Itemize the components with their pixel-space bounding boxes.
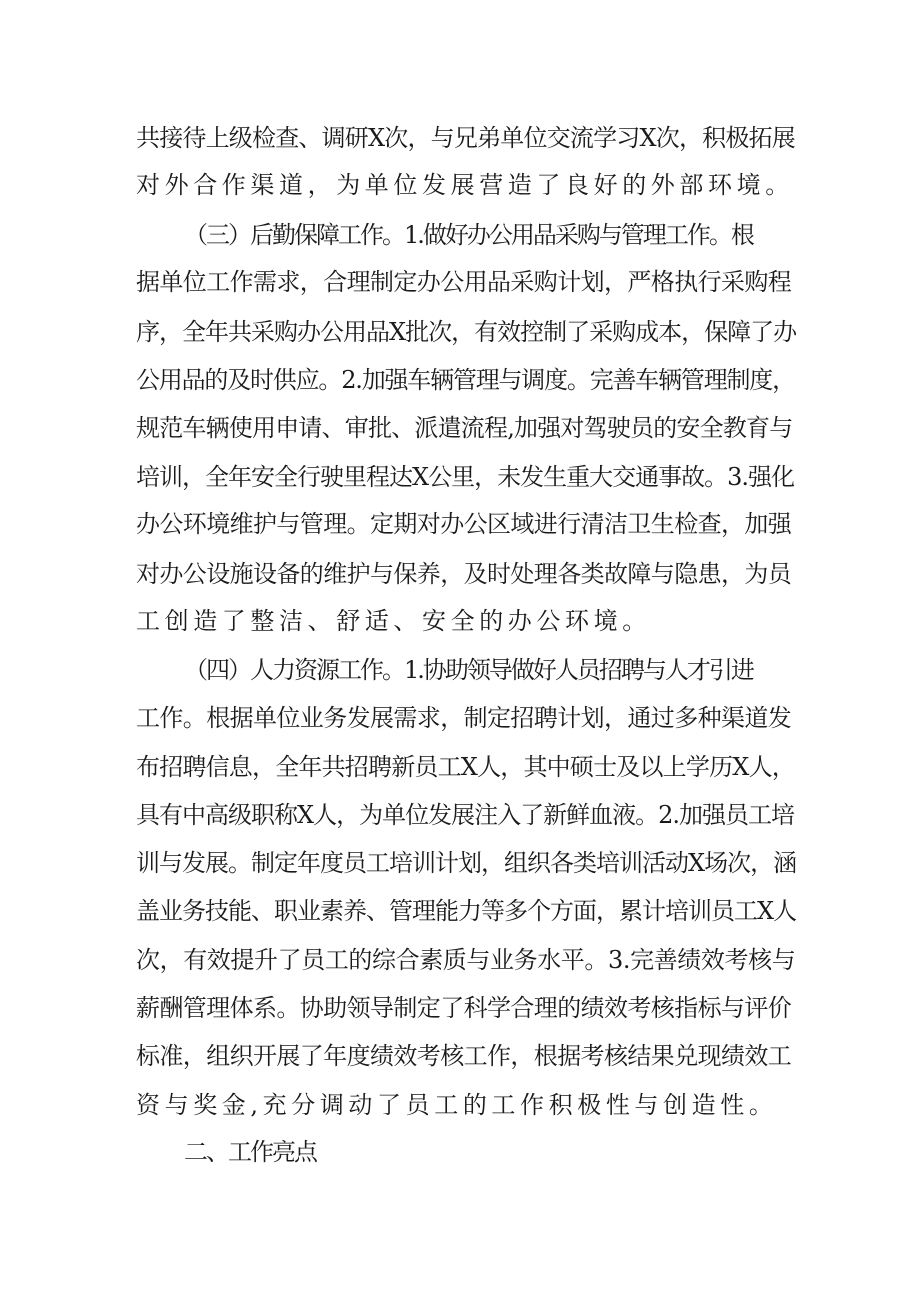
body-text-line: 工作。根据单位业务发展需求，制定招聘计划，通过多种渠道发	[136, 704, 792, 732]
body-text-line: 规范车辆使用申请、审批、派遣流程,加强对驾驶员的安全教育与	[136, 414, 793, 442]
body-text-line: 标准，组织开展了年度绩效考核工作，根据考核结果兑现绩效工	[136, 1042, 792, 1070]
body-text-line: 薪酬管理体系。协助领导制定了科学合理的绩效考核指标与评价	[136, 994, 792, 1022]
body-text-line: 办公环境维护与管理。定期对办公区域进行清洁卫生检查，加强	[136, 510, 792, 538]
body-text-line: 具有中高级职称X人，为单位发展注入了新鲜血液。2.加强员工培	[136, 801, 794, 829]
body-text-line: 训与发展。制定年度员工培训计划，组织各类培训活动X场次，涵	[136, 849, 797, 877]
body-text-line: 盖业务技能、职业素养、管理能力等多个方面，累计培训员工X人	[136, 897, 797, 925]
body-text-line: 对外合作渠道，为单位发展营造了良好的外部环境。	[136, 171, 794, 199]
body-text-line: 公用品的及时供应。2.加强车辆管理与调度。完善车辆管理制度，	[136, 366, 795, 394]
section-heading-hr: （四）人力资源工作。1.协助领导做好人员招聘与人才引进	[184, 656, 753, 684]
body-text-line: 资与奖金,充分调动了员工的工作积极性与创造性。	[136, 1091, 778, 1119]
section-heading-logistics: （三）后勤保障工作。1.做好办公用品采购与管理工作。根	[184, 221, 753, 249]
body-text-line: 对办公设施设备的维护与保养，及时处理各类故障与隐患，为员	[136, 560, 792, 588]
body-text-line: 工创造了整洁、舒适、安全的办公环境。	[136, 607, 651, 635]
body-text-line: 共接待上级检查、调研X次，与兄弟单位交流学习X次，积极拓展	[136, 124, 795, 152]
body-text-line: 布招聘信息，全年共招聘新员工X人，其中硕士及以上学历X人，	[136, 753, 795, 781]
body-text-line: 据单位工作需求，合理制定办公用品采购计划，严格执行采购程	[136, 268, 792, 296]
body-text-line: 序，全年共采购办公用品X批次，有效控制了采购成本，保障了办	[136, 318, 797, 346]
chapter-heading-highlights: 二、工作亮点	[184, 1138, 316, 1166]
body-text-line: 培训，全年安全行驶里程达X公里，未发生重大交通事故。3.强化	[136, 463, 794, 491]
body-text-line: 次，有效提升了员工的综合素质与业务水平。3.完善绩效考核与	[136, 946, 796, 974]
